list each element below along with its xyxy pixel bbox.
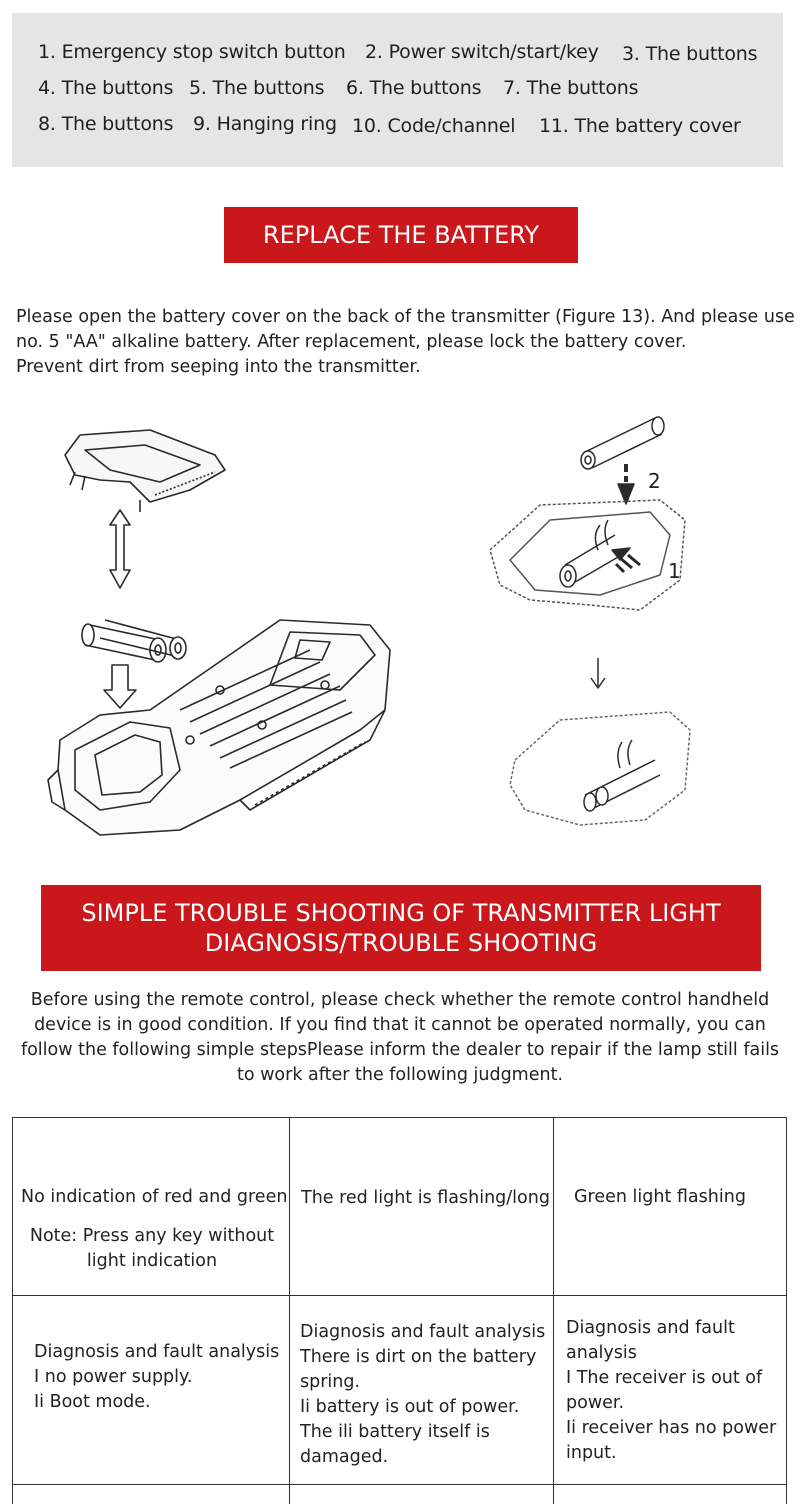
table-cell	[289, 1295, 554, 1485]
table-row	[566, 1316, 776, 1466]
header-note: light indication	[86, 1251, 218, 1271]
cell-line: Ii battery is out of power.	[300, 1397, 520, 1417]
transmitter-battery-diagram	[40, 410, 410, 850]
table-header-cell	[553, 1117, 787, 1296]
banner-title-line: SIMPLE TROUBLE SHOOTING OF TRANSMITTER LIGHT	[81, 899, 721, 927]
table-cell	[289, 1484, 554, 1504]
step-1-label: 1	[668, 559, 681, 583]
legend-item: 7. The buttons	[503, 77, 639, 99]
header-title: No indication of red and green	[21, 1187, 288, 1207]
instruction-line: Prevent dirt from seeping into the transmitter.	[16, 357, 421, 377]
battery-instructions	[16, 305, 795, 380]
battery-cover-drawing	[65, 430, 225, 512]
legend-item: 3. The buttons	[622, 43, 758, 65]
cell-line: I no power supply.	[34, 1367, 193, 1387]
small-down-arrow-icon	[591, 658, 605, 688]
table-header-cell	[289, 1117, 554, 1296]
battery-drawing	[581, 417, 664, 469]
cell-line: The ili battery itself is	[300, 1422, 490, 1442]
double-arrow-icon	[110, 510, 130, 588]
table-cell	[12, 1295, 290, 1485]
transmitter-body-drawing	[48, 620, 390, 835]
cell-line: Diagnosis and fault analysis	[300, 1322, 546, 1342]
cell-line: input.	[566, 1443, 617, 1463]
component-legend	[12, 13, 783, 167]
legend-item: 1. Emergency stop switch button	[38, 41, 346, 63]
intro-line: follow the following simple stepsPlease inform the dealer to repair if the lamp still fails	[20, 1040, 780, 1060]
cell-line: Diagnosis and fault analysis	[34, 1342, 280, 1362]
legend-item: 9. Hanging ring	[193, 113, 337, 135]
down-arrow-icon	[104, 665, 136, 708]
intro-line: device is in good condition. If you find that it cannot be operated normally, you can	[34, 1015, 766, 1035]
instruction-line: Please open the battery cover on the back of the transmitter (Figure 13). And please use	[16, 307, 795, 327]
legend-item: 6. The buttons	[346, 77, 482, 99]
replace-battery-banner: REPLACE THE BATTERY	[224, 207, 578, 263]
cell-line: There is dirt on the battery	[300, 1347, 537, 1367]
header-title: The red light is flashing/long	[301, 1188, 550, 1208]
legend-item: 5. The buttons	[189, 77, 325, 99]
legend-item: 8. The buttons	[38, 113, 174, 135]
cell-line: power.	[566, 1393, 625, 1413]
table-cell	[12, 1484, 290, 1504]
table-cell	[553, 1484, 787, 1504]
legend-item: 2. Power switch/start/key	[365, 41, 599, 63]
battery-insertion-diagram	[480, 400, 700, 845]
table-header-cell	[12, 1117, 290, 1296]
legend-item: 10. Code/channel	[352, 115, 516, 137]
aa-batteries-drawing	[82, 620, 186, 662]
banner-title-line: DIAGNOSIS/TROUBLE SHOOTING	[204, 929, 598, 957]
instruction-line: no. 5 "AA" alkaline battery. After replacement, please lock the battery cover.	[16, 332, 687, 352]
legend-item: 4. The buttons	[38, 77, 174, 99]
table-row	[300, 1320, 545, 1470]
cell-line: Ii receiver has no power	[566, 1418, 777, 1438]
table-cell	[553, 1295, 787, 1485]
cell-line: Ii Boot mode.	[34, 1392, 151, 1412]
table-row	[34, 1340, 279, 1415]
intro-line: Before using the remote control, please check whether the remote control handheld	[30, 990, 770, 1010]
cell-line: analysis	[566, 1343, 637, 1363]
intro-line: to work after the following judgment.	[236, 1065, 564, 1085]
cell-line: Diagnosis and fault	[566, 1318, 735, 1338]
cell-line: I The receiver is out of	[566, 1368, 763, 1388]
trouble-shooting-intro	[0, 988, 800, 1088]
battery-housing-drawing	[490, 500, 685, 610]
cell-line: spring.	[300, 1372, 361, 1392]
battery-housing-installed-drawing	[510, 712, 690, 825]
cell-line: damaged.	[300, 1447, 389, 1467]
header-note: Note: Press any key without	[29, 1226, 275, 1246]
legend-item: 11. The battery cover	[539, 115, 741, 137]
header-title: Green light flashing	[574, 1187, 746, 1207]
trouble-shooting-banner	[41, 885, 761, 971]
step-2-label: 2	[648, 469, 661, 493]
